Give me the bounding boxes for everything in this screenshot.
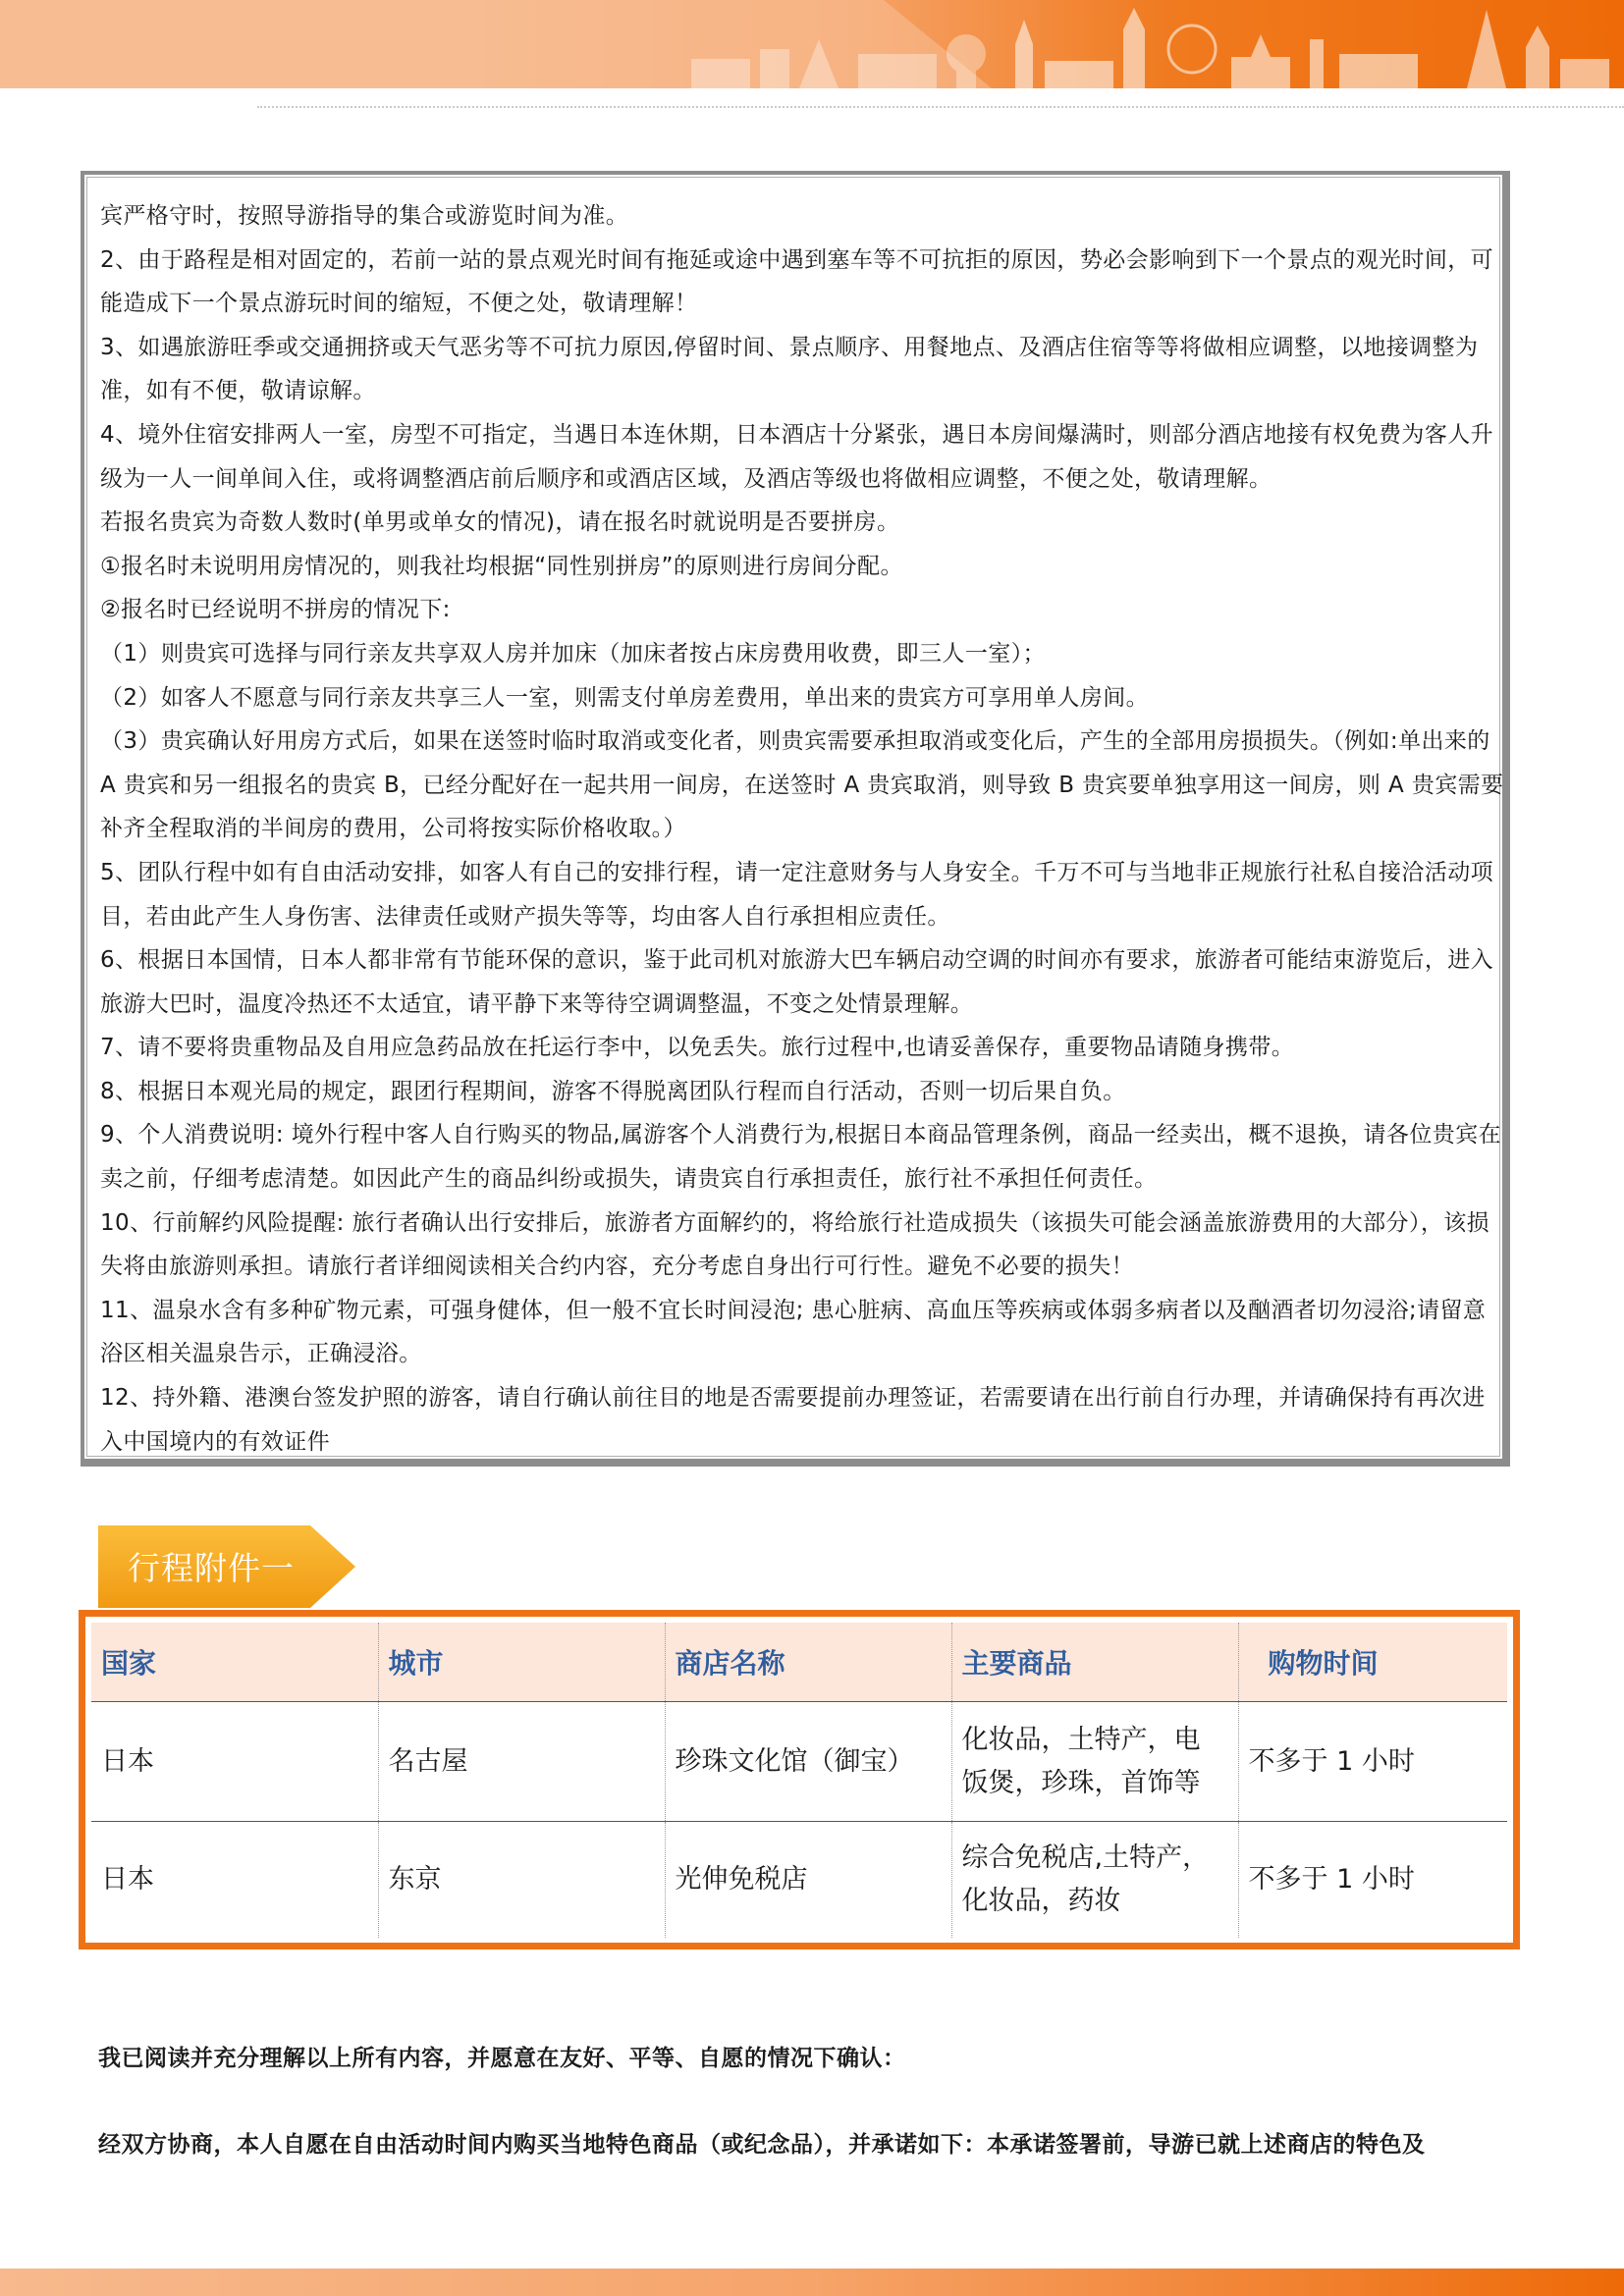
cell-shop-name: 珍珠文化馆（御宝）	[665, 1702, 951, 1822]
note-paragraph: 3、如遇旅游旺季或交通拥挤或天气恶劣等不可抗力原因,停留时间、景点顺序、用餐地点、及酒店住宿等等将做相应调整，以地接调整为准，如有不便，敬请谅解。	[100, 334, 1479, 404]
note-paragraph: 2、由于路程是相对固定的，若前一站的景点观光时间有拖延或途中遇到塞车等不可抗拒的原因，势必会影响到下一个景点的观光时间，可能造成下一个景点游玩时间的缩短，不便之处，敬请理解！	[100, 246, 1494, 317]
cell-shopping-time: 不多于 1 小时	[1238, 1702, 1507, 1822]
note-paragraph: 10、行前解约风险提醒: 旅行者确认出行安排后，旅游者方面解约的，将给旅行社造成损失（该损失可能会涵盖旅游费用的大部分），该损失将由旅游则承担。请旅行者详细阅读相关合约内容，充分考虑自身出行可行性。避免不必要的损失！	[100, 1209, 1490, 1280]
confirmation-statement: 我已阅读并充分理解以上所有内容，并愿意在友好、平等、自愿的情况下确认：	[98, 2046, 906, 2071]
note-paragraph: （2）如客人不愿意与同行亲友共享三人一室，则需支付单房差费用，单出来的贵宾方可享用单人房间。	[100, 684, 1150, 711]
note-paragraph: 11、温泉水含有多种矿物元素，可强身健体，但一般不宜长时间浸泡; 患心脏病、高血压等疾病或体弱多病者以及酗酒者切勿浸浴;请留意浴区相关温泉告示，正确浸浴。	[100, 1297, 1487, 1367]
cell-shopping-time: 不多于 1 小时	[1238, 1822, 1507, 1939]
section-heading-attachment	[98, 1525, 355, 1608]
column-header-country: 国家	[91, 1623, 378, 1702]
table-row	[91, 1822, 1507, 1939]
cell-country: 日本	[91, 1702, 378, 1822]
note-paragraph: 宾严格守时，按照导游指导的集合或游览时间为准。	[100, 203, 629, 229]
shopping-table	[91, 1623, 1507, 1938]
note-paragraph: （1）则贵宾可选择与同行亲友共享双人房并加床（加床者按占床房费用收费，即三人一室）；	[100, 640, 1046, 667]
cell-main-goods	[951, 1702, 1238, 1822]
column-header-city: 城市	[378, 1623, 665, 1702]
cell-main-goods	[951, 1822, 1238, 1939]
note-paragraph: 6、根据日本国情，日本人都非常有节能环保的意识，鉴于此司机对旅游大巴车辆启动空调的时间亦有要求，旅游者可能结束游览后，进入旅游大巴时，温度冷热还不太适宜，请平静下来等待空调调整温，不变之处情景理解。	[100, 947, 1494, 1017]
travel-notes-box	[81, 171, 1510, 1467]
note-paragraph: 9、个人消费说明: 境外行程中客人自行购买的物品,属游客个人消费行为,根据日本商品管理条例，商品一经卖出，概不退换，请各位贵宾在卖之前，仔细考虑清楚。如因此产生的商品纠纷或损失，请贵宾自行承担责任，旅行社不承担任何责任。	[100, 1122, 1501, 1193]
table-row	[91, 1702, 1507, 1822]
note-paragraph: 4、境外住宿安排两人一室，房型不可指定，当遇日本连休期，日本酒店十分紧张，遇日本房间爆满时，则部分酒店地接有权免费为客人升级为一人一间单间入住，或将调整酒店前后顺序和或酒店区域，及酒店等级也将做相应调整，不便之处，敬请理解。	[100, 421, 1494, 492]
note-paragraph: 5、团队行程中如有自由活动安排，如客人有自己的安排行程，请一定注意财务与人身安全。千万不可与当地非正规旅行社私自接洽活动项目，若由此产生人身伤害、法律责任或财产损失等等，均由客人自行承担相应责任。	[100, 859, 1494, 930]
note-paragraph: 若报名贵宾为奇数人数时(单男或单女的情况)，请在报名时就说明是否要拼房。	[100, 509, 900, 536]
note-paragraph: ②报名时已经说明不拼房的情况下:	[100, 597, 451, 623]
cell-city: 名古屋	[378, 1702, 665, 1822]
shopping-table-frame	[79, 1610, 1520, 1949]
column-header-shop-name: 商店名称	[665, 1623, 951, 1702]
goods-line: 综合免税店,土特产，	[961, 1842, 1210, 1873]
goods-line: 饭煲，珍珠，首饰等	[961, 1767, 1201, 1798]
commitment-statement: 经双方协商，本人自愿在自由活动时间内购买当地特色商品（或纪念品），并承诺如下：本承诺签署前，导游已就上述商店的特色及	[98, 2132, 1426, 2158]
column-header-main-goods: 主要商品	[951, 1623, 1238, 1702]
city-skyline-illustration	[662, 0, 1624, 88]
note-paragraph: 7、请不要将贵重物品及自用应急药品放在托运行李中，以免丢失。旅行过程中,也请妥善保存，重要物品请随身携带。	[100, 1035, 1295, 1061]
section-title: 行程附件一	[128, 1549, 295, 1587]
goods-line: 化妆品，药妆	[961, 1886, 1121, 1916]
note-paragraph: 12、持外籍、港澳台签发护照的游客，请自行确认前往目的地是否需要提前办理签证，若需要请在出行前自行办理，并请确保持有再次进入中国境内的有效证件	[100, 1385, 1486, 1455]
table-header-row	[91, 1623, 1507, 1702]
note-paragraph: （3）贵宾确认好用房方式后，如果在送签时临时取消或变化者，则贵宾需要承担取消或变化后，产生的全部用房损损失。（例如:单出来的 A 贵宾和另一组报名的贵宾 B，已经分配好在一起共用一间房，在送签时 A 贵宾取消，则导致 B 贵宾要单独享用这一间房，则 A 贵宾需要补齐全程取消的半间房的费用，公司将按实际价格收取。）	[100, 728, 1504, 842]
header-divider	[257, 106, 1624, 108]
cell-country: 日本	[101, 1864, 154, 1895]
header-banner	[0, 0, 1624, 88]
note-paragraph: 8、根据日本观光局的规定，跟团行程期间，游客不得脱离团队行程而自行活动，否则一切后果自负。	[100, 1078, 1126, 1104]
travel-notes-text	[100, 194, 1504, 1464]
note-paragraph: ①报名时未说明用房情况的，则我社均根据“同性别拼房”的原则进行房间分配。	[100, 553, 903, 579]
cell-city: 东京	[378, 1822, 665, 1939]
column-header-shopping-time: 购物时间	[1238, 1623, 1507, 1702]
goods-line: 化妆品，土特产，电	[961, 1724, 1201, 1755]
cell-shop-name: 光伸免税店	[665, 1822, 951, 1939]
footer-bar	[0, 2269, 1624, 2296]
